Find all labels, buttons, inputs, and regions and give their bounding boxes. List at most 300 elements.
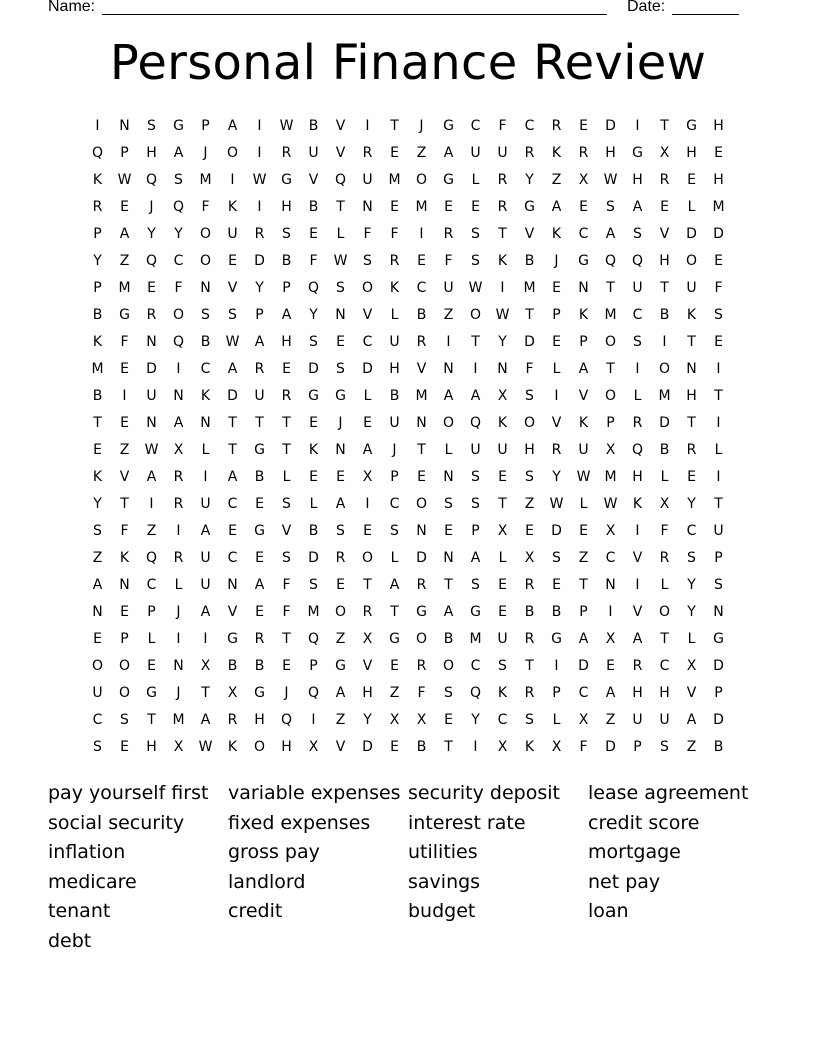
grid-letter: W [333, 252, 348, 269]
grid-letter: I [149, 495, 154, 512]
grid-letter: N [416, 414, 427, 431]
grid-letter: X [497, 522, 508, 539]
word-list-item: inflation [48, 841, 126, 864]
grid-letter: T [228, 414, 237, 431]
grid-letter: L [579, 495, 588, 512]
grid-letter: R [659, 171, 670, 188]
grid-letter: O [442, 657, 455, 674]
grid-letter: L [660, 576, 669, 593]
grid-letter: R [173, 468, 184, 485]
grid-letter: G [119, 306, 130, 323]
grid-letter: N [443, 468, 454, 485]
grid-letter: I [365, 117, 370, 134]
grid-letter: Z [416, 144, 427, 161]
grid-letter: D [713, 225, 724, 242]
name-blank-line[interactable] [102, 0, 607, 15]
grid-letter: E [687, 171, 696, 188]
grid-letter: X [551, 738, 562, 755]
grid-letter: S [444, 495, 453, 512]
grid-letter: A [362, 441, 373, 458]
grid-letter: J [419, 117, 424, 134]
grid-letter: S [471, 495, 480, 512]
grid-letter: E [579, 198, 588, 215]
grid-letter: A [605, 225, 616, 242]
grid-letter: V [632, 549, 643, 566]
grid-letter: V [686, 684, 697, 701]
grid-letter: P [120, 144, 129, 161]
grid-letter: M [604, 306, 617, 323]
grid-letter: O [361, 549, 374, 566]
grid-letter: T [606, 279, 615, 296]
grid-letter: U [200, 495, 211, 512]
grid-letter: C [605, 549, 616, 566]
grid-letter: Q [145, 549, 158, 566]
grid-letter: S [471, 576, 480, 593]
grid-letter: Y [255, 279, 264, 296]
grid-letter: E [714, 252, 723, 269]
grid-letter: R [686, 441, 697, 458]
grid-letter: R [416, 576, 427, 593]
grid-letter: X [173, 441, 184, 458]
grid-letter: C [362, 333, 373, 350]
grid-letter: O [604, 387, 617, 404]
grid-letter: C [632, 306, 643, 323]
grid-letter: L [309, 495, 318, 512]
grid-letter: U [470, 441, 481, 458]
grid-letter: Q [334, 171, 347, 188]
grid-letter: H [686, 387, 697, 404]
grid-letter: T [687, 333, 696, 350]
grid-letter: R [578, 144, 589, 161]
grid-letter: E [444, 522, 453, 539]
grid-letter: Y [525, 171, 534, 188]
grid-letter: T [444, 738, 453, 755]
grid-letter: U [497, 144, 508, 161]
grid-letter: R [92, 198, 103, 215]
grid-letter: O [658, 603, 671, 620]
grid-letter: X [659, 495, 670, 512]
grid-letter: E [309, 468, 318, 485]
grid-letter: Z [335, 711, 346, 728]
grid-letter: K [119, 549, 130, 566]
date-blank-line[interactable] [672, 0, 739, 15]
grid-letter: H [659, 684, 670, 701]
grid-letter: C [173, 252, 184, 269]
grid-letter: E [390, 657, 399, 674]
grid-letter: U [632, 711, 643, 728]
grid-letter: O [658, 360, 671, 377]
grid-letter: P [309, 657, 318, 674]
grid-letter: P [93, 225, 102, 242]
grid-letter: E [363, 414, 372, 431]
grid-letter: R [254, 360, 265, 377]
grid-letter: Y [687, 576, 696, 593]
grid-letter: F [120, 333, 129, 350]
grid-letter: D [146, 360, 157, 377]
grid-letter: T [660, 630, 669, 647]
grid-letter: L [282, 468, 291, 485]
grid-letter: A [551, 198, 562, 215]
grid-letter: R [146, 306, 157, 323]
grid-letter: R [389, 252, 400, 269]
grid-letter: B [254, 468, 265, 485]
letter-grid [84, 112, 732, 760]
grid-letter: R [443, 225, 454, 242]
grid-letter: I [176, 522, 181, 539]
grid-letter: N [443, 549, 454, 566]
grid-letter: H [524, 441, 535, 458]
grid-letter: V [119, 468, 130, 485]
grid-letter: A [632, 198, 643, 215]
grid-letter: O [199, 225, 212, 242]
grid-letter: X [524, 549, 535, 566]
grid-letter: L [363, 387, 372, 404]
grid-letter: S [93, 738, 102, 755]
grid-letter: A [605, 684, 616, 701]
grid-letter: X [659, 144, 670, 161]
grid-letter: I [635, 360, 640, 377]
grid-letter: Q [469, 684, 482, 701]
grid-letter: A [200, 603, 211, 620]
grid-letter: Q [145, 252, 158, 269]
grid-letter: U [200, 576, 211, 593]
grid-letter: E [120, 360, 129, 377]
grid-letter: T [390, 603, 399, 620]
grid-letter: L [687, 630, 696, 647]
grid-letter: E [336, 576, 345, 593]
grid-letter: U [470, 144, 481, 161]
grid-letter: B [227, 657, 238, 674]
grid-letter: N [443, 360, 454, 377]
grid-letter: Z [119, 441, 130, 458]
grid-letter: Q [91, 144, 104, 161]
grid-letter: K [524, 738, 535, 755]
grid-letter: S [633, 333, 642, 350]
grid-letter: N [416, 522, 427, 539]
grid-letter: Z [119, 252, 130, 269]
grid-letter: F [444, 252, 453, 269]
grid-letter: E [606, 657, 615, 674]
grid-letter: X [497, 738, 508, 755]
grid-letter: V [335, 117, 346, 134]
grid-letter: R [362, 603, 373, 620]
grid-letter: O [118, 684, 131, 701]
grid-letter: Q [469, 414, 482, 431]
grid-letter: W [603, 171, 618, 188]
grid-letter: Z [335, 630, 346, 647]
grid-letter: I [635, 117, 640, 134]
grid-letter: Y [309, 306, 318, 323]
grid-letter: A [470, 549, 481, 566]
grid-letter: E [336, 468, 345, 485]
grid-letter: E [228, 522, 237, 539]
grid-letter: S [471, 468, 480, 485]
grid-letter: S [390, 522, 399, 539]
grid-letter: E [120, 603, 129, 620]
grid-letter: C [200, 360, 211, 377]
grid-letter: E [93, 630, 102, 647]
grid-letter: H [686, 144, 697, 161]
grid-letter: I [95, 117, 100, 134]
grid-letter: O [415, 630, 428, 647]
grid-letter: N [713, 603, 724, 620]
grid-letter: Q [307, 279, 320, 296]
grid-letter: I [716, 468, 721, 485]
word-list-item: credit [228, 900, 283, 923]
grid-letter: E [552, 279, 561, 296]
grid-letter: V [335, 738, 346, 755]
grid-letter: S [336, 522, 345, 539]
grid-letter: S [633, 225, 642, 242]
grid-letter: O [172, 306, 185, 323]
grid-letter: S [471, 252, 480, 269]
grid-letter: I [311, 711, 316, 728]
grid-letter: O [523, 414, 536, 431]
word-list-item: landlord [228, 870, 306, 893]
word-list-item: pay yourself first [48, 782, 209, 804]
grid-letter: N [497, 360, 508, 377]
grid-letter: O [442, 414, 455, 431]
grid-letter: S [336, 279, 345, 296]
word-list [48, 779, 768, 957]
grid-letter: O [469, 306, 482, 323]
grid-letter: H [713, 171, 724, 188]
grid-letter: P [552, 684, 561, 701]
grid-letter: A [578, 360, 589, 377]
grid-letter: D [362, 360, 373, 377]
grid-letter: N [200, 414, 211, 431]
grid-letter: Q [172, 198, 185, 215]
grid-letter: I [500, 279, 505, 296]
grid-letter: O [604, 333, 617, 350]
grid-letter: A [443, 387, 454, 404]
grid-letter: N [686, 360, 697, 377]
grid-letter: T [282, 441, 291, 458]
grid-letter: U [389, 333, 400, 350]
grid-letter: F [174, 279, 183, 296]
grid-letter: N [335, 306, 346, 323]
grid-letter: T [606, 360, 615, 377]
grid-letter: X [605, 522, 616, 539]
grid-letter: S [714, 576, 723, 593]
grid-letter: K [92, 333, 103, 350]
grid-letter: R [227, 711, 238, 728]
grid-letter: U [686, 279, 697, 296]
grid-letter: U [254, 387, 265, 404]
grid-letter: G [578, 252, 589, 269]
grid-letter: M [415, 198, 428, 215]
grid-letter: U [92, 684, 103, 701]
grid-letter: M [658, 387, 671, 404]
grid-letter: S [228, 306, 237, 323]
grid-letter: V [227, 603, 238, 620]
grid-letter: F [417, 684, 426, 701]
word-list-item: budget [408, 900, 476, 923]
grid-letter: Z [686, 738, 697, 755]
grid-letter: G [713, 630, 724, 647]
grid-letter: I [176, 630, 181, 647]
grid-letter: E [363, 522, 372, 539]
grid-letter: E [471, 198, 480, 215]
grid-letter: Q [280, 711, 293, 728]
grid-letter: E [147, 657, 156, 674]
grid-letter: W [252, 171, 267, 188]
grid-letter: I [203, 468, 208, 485]
grid-letter: L [201, 441, 210, 458]
grid-letter: X [227, 684, 238, 701]
word-list-item: fixed expenses [228, 811, 371, 834]
grid-letter: V [308, 171, 319, 188]
grid-letter: F [282, 603, 291, 620]
grid-letter: F [282, 576, 291, 593]
grid-letter: A [227, 468, 238, 485]
grid-letter: Y [147, 225, 156, 242]
grid-letter: I [635, 576, 640, 593]
grid-letter: K [92, 468, 103, 485]
grid-letter: H [281, 198, 292, 215]
grid-letter: S [687, 549, 696, 566]
grid-letter: X [200, 657, 211, 674]
grid-letter: S [444, 684, 453, 701]
grid-letter: D [308, 360, 319, 377]
grid-letter: H [146, 144, 157, 161]
grid-letter: S [525, 468, 534, 485]
grid-letter: T [390, 117, 399, 134]
grid-letter: B [254, 657, 265, 674]
grid-letter: B [524, 252, 535, 269]
grid-letter: E [255, 549, 264, 566]
grid-letter: T [525, 657, 534, 674]
grid-letter: L [147, 630, 156, 647]
grid-letter: I [257, 144, 262, 161]
grid-letter: D [713, 711, 724, 728]
grid-letter: R [335, 549, 346, 566]
grid-letter: P [147, 603, 156, 620]
grid-letter: E [336, 333, 345, 350]
grid-letter: G [254, 441, 265, 458]
grid-letter: B [308, 522, 319, 539]
grid-letter: I [122, 387, 127, 404]
grid-letter: E [309, 225, 318, 242]
grid-letter: R [659, 549, 670, 566]
grid-letter: L [687, 198, 696, 215]
grid-letter: T [660, 279, 669, 296]
grid-letter: K [308, 441, 319, 458]
grid-letter: H [632, 468, 643, 485]
grid-letter: P [282, 279, 291, 296]
grid-letter: G [632, 144, 643, 161]
grid-letter: K [200, 387, 211, 404]
grid-letter: I [473, 360, 478, 377]
grid-letter: K [632, 495, 643, 512]
grid-letter: P [390, 468, 399, 485]
grid-letter: H [389, 360, 400, 377]
grid-letter: S [309, 333, 318, 350]
grid-letter: F [120, 522, 129, 539]
grid-letter: A [281, 306, 292, 323]
word-list-item: credit score [588, 811, 700, 834]
grid-letter: E [282, 657, 291, 674]
grid-letter: S [120, 711, 129, 728]
grid-letter: T [282, 630, 291, 647]
grid-letter: C [470, 117, 481, 134]
grid-letter: E [498, 468, 507, 485]
grid-letter: G [173, 117, 184, 134]
grid-letter: K [686, 306, 697, 323]
grid-letter: A [443, 603, 454, 620]
grid-letter: F [660, 522, 669, 539]
grid-letter: B [443, 630, 454, 647]
grid-letter: L [336, 225, 345, 242]
grid-letter: O [361, 279, 374, 296]
grid-letter: A [173, 144, 184, 161]
grid-letter: P [93, 279, 102, 296]
grid-letter: O [685, 252, 698, 269]
grid-letter: G [470, 603, 481, 620]
grid-letter: P [714, 684, 723, 701]
grid-letter: X [578, 171, 589, 188]
name-label: Name: [48, 0, 96, 15]
grid-letter: C [686, 522, 697, 539]
grid-letter: X [362, 468, 373, 485]
grid-letter: S [525, 387, 534, 404]
grid-letter: D [686, 225, 697, 242]
grid-letter: S [714, 306, 723, 323]
word-list-item: security deposit [408, 782, 560, 804]
grid-letter: W [603, 495, 618, 512]
word-list-item: savings [408, 870, 481, 893]
grid-letter: L [714, 441, 723, 458]
grid-letter: A [200, 522, 211, 539]
grid-letter: B [524, 603, 535, 620]
grid-letter: H [254, 711, 265, 728]
grid-letter: O [91, 657, 104, 674]
grid-letter: A [578, 630, 589, 647]
grid-letter: T [444, 576, 453, 593]
grid-letter: N [200, 279, 211, 296]
grid-letter: G [524, 198, 535, 215]
grid-letter: S [282, 495, 291, 512]
grid-letter: A [173, 414, 184, 431]
grid-letter: D [308, 549, 319, 566]
grid-letter: E [579, 522, 588, 539]
grid-letter: R [632, 657, 643, 674]
grid-letter: D [713, 657, 724, 674]
grid-letter: N [173, 387, 184, 404]
grid-letter: R [254, 225, 265, 242]
grid-letter: I [662, 333, 667, 350]
grid-letter: S [309, 576, 318, 593]
grid-letter: T [201, 684, 210, 701]
grid-letter: E [120, 738, 129, 755]
grid-letter: E [228, 252, 237, 269]
grid-letter: N [92, 603, 103, 620]
grid-letter: T [255, 414, 264, 431]
grid-letter: C [578, 684, 589, 701]
grid-letter: I [608, 603, 613, 620]
grid-letter: E [390, 198, 399, 215]
grid-letter: F [498, 117, 507, 134]
grid-letter: Y [363, 711, 372, 728]
grid-letter: E [417, 468, 426, 485]
grid-letter: I [257, 117, 262, 134]
grid-letter: B [308, 198, 319, 215]
grid-letter: S [525, 711, 534, 728]
grid-letter: Z [551, 171, 562, 188]
grid-letter: B [92, 306, 103, 323]
grid-letter: J [176, 603, 181, 620]
grid-letter: M [118, 279, 131, 296]
